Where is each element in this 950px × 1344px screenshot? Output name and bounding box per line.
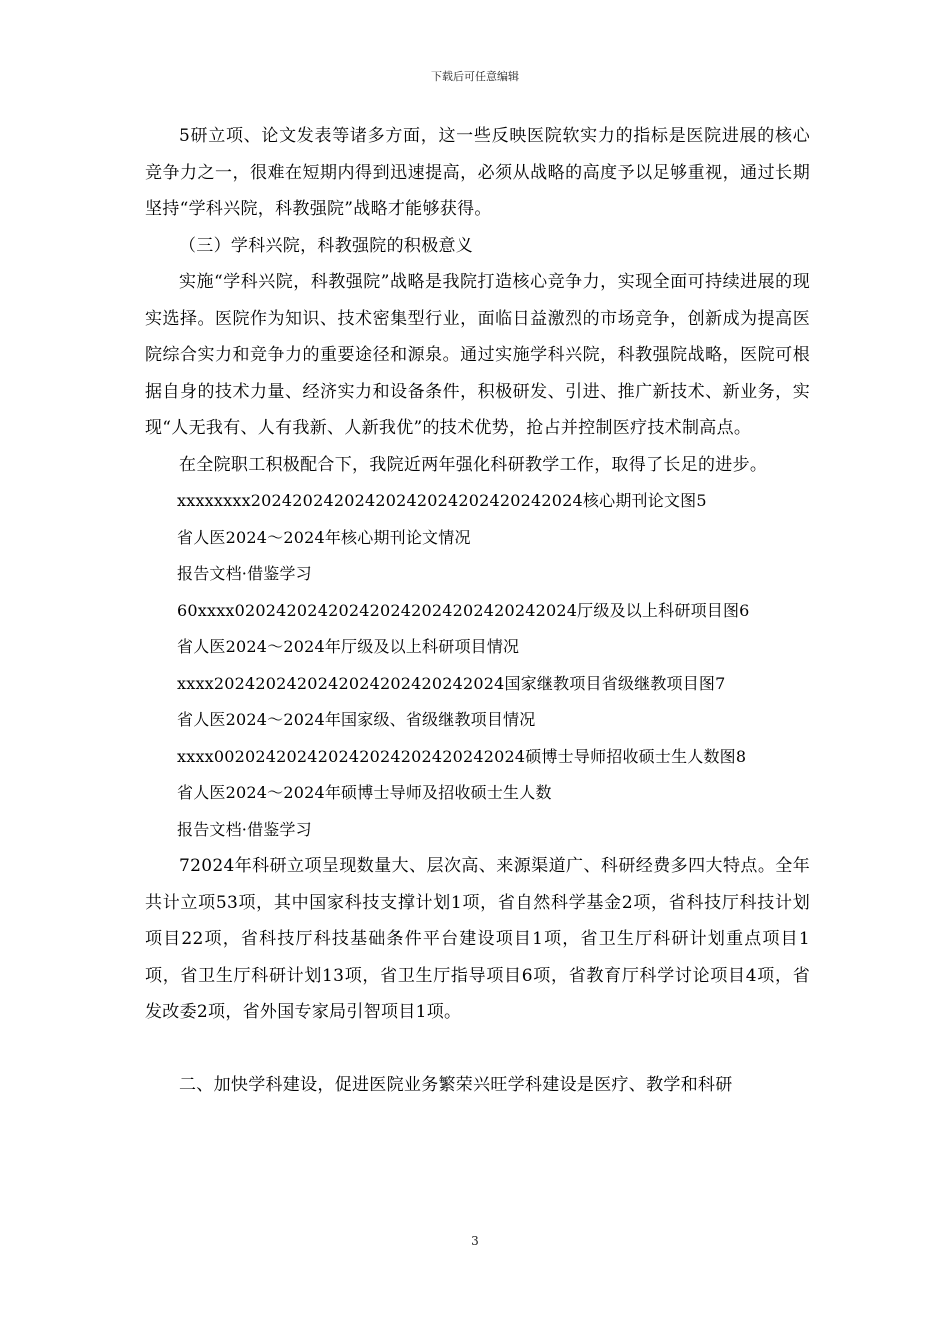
watermark-line: 报告文档·借鉴学习 [177, 564, 312, 583]
figure-line: xxxx002024202420242024202420242024硕博士导师招收硕士生人数图8 [177, 746, 747, 766]
paragraph-discipline-building: 二、加快学科建设，促进医院业务繁荣兴旺学科建设是医疗、教学和科研 [179, 1074, 733, 1095]
watermark-line: 报告文档·借鉴学习 [177, 819, 312, 839]
figure-line: xxxxxxxx20242024202420242024202420242024核心期刊论文图5 [177, 491, 707, 510]
paragraph-progress: 在全院职工积极配合下，我院近两年强化科研教学工作，取得了长足的进步。 [179, 454, 768, 475]
figure-caption: 省人医2024～2024年核心期刊论文情况 [177, 527, 471, 547]
figure-caption: 省人医2024～2024年国家级、省级继教项目情况 [177, 710, 536, 729]
figure-line: 60xxxx020242024202420242024202420242024厅级及以上科研项目图6 [177, 600, 750, 620]
figure-caption: 省人医2024～2024年厅级及以上科研项目情况 [177, 637, 520, 656]
blank-line [145, 1031, 810, 1067]
section-heading: （三）学科兴院，科教强院的积极意义 [179, 235, 474, 256]
paragraph-intro: 5研立项、论文发表等诸多方面，这一些反映医院软实力的指标是医院进展的核心竞争力之一，很难在短期内得到迅速提高，必须从战略的高度予以足够重视，通过长期坚持“学科兴院，科教强院”战略才能够获得。 [145, 126, 810, 219]
paragraph-research-projects: 72024年科研立项呈现数量大、层次高、来源渠道广、科研经费多四大特点。全年共计立项53项，其中国家科技支撑计划1项，省自然科学基金2项，省科技厅科技计划项目22项，省科技厅科技基础条件平台建设项目1项，省卫生厅科研计划重点项目1项，省卫生厅科研计划13项，省卫生厅指导项目6项，省教育厅科学讨论项目4项，省发改委2项，省外国专家局引智项目1项。 [145, 856, 810, 1022]
figure-line: xxxx2024202420242024202420242024国家继教项目省级继教项目图7 [177, 673, 726, 693]
page-number: 3 [471, 1234, 479, 1248]
page-header: 下载后可任意编辑 [431, 70, 519, 83]
paragraph-strategy: 实施“学科兴院，科教强院”战略是我院打造核心竞争力，实现全面可持续进展的现实选择。医院作为知识、技术密集型行业，面临日益激烈的市场竞争，创新成为提高医院综合实力和竞争力的重要途径和源泉。通过实施学科兴院，科教强院战略，医院可根据自身的技术力量、经济实力和设备条件，积极研发、引进、推广新技术、新业务，实现“人无我有、人有我新、人新我优”的技术优势，抢占并控制医疗技术制高点。 [145, 272, 810, 438]
figure-caption: 省人医2024～2024年硕博士导师及招收硕士生人数 [177, 783, 552, 802]
document-body [145, 118, 810, 1103]
